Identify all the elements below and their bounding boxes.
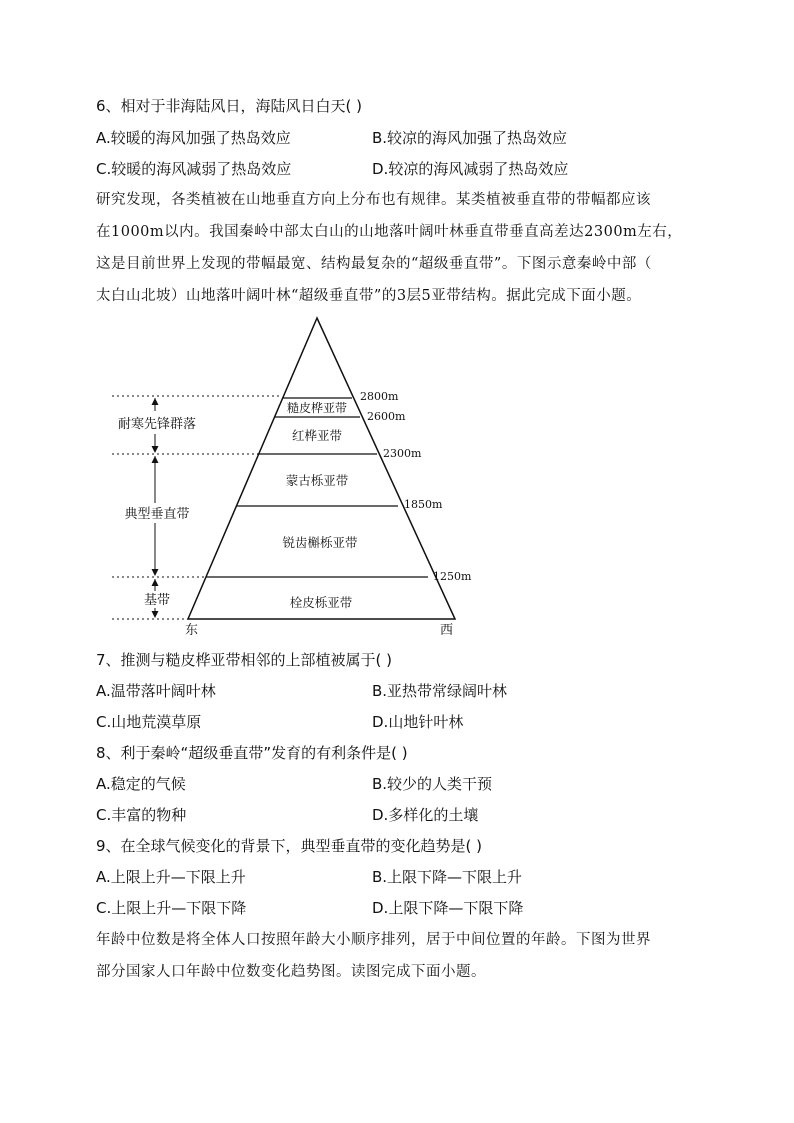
question-6-option-c: C.较暖的海风减弱了热岛效应 (96, 160, 292, 178)
passage-line: 太白山北坡）山地落叶阔叶林“超级垂直带”的3层5亚带结构。据此完成下面小题。 (96, 288, 642, 304)
question-8-option-a: A.稳定的气候 (96, 775, 186, 793)
question-7-stem: 7、推测与糙皮桦亚带相邻的上部植被属于( ) (96, 651, 393, 669)
question-7-option-c: C.山地荒漠草原 (96, 713, 202, 731)
arrow-head-up (152, 398, 159, 405)
belt-label-cork-oak: 栓皮栎亚带 (289, 595, 353, 610)
belt-label-sharp-oak: 锐齿槲栎亚带 (282, 535, 358, 550)
question-8-option-c: C.丰富的物种 (96, 806, 187, 824)
arrow-head-up (152, 579, 159, 586)
question-9-option-c: C.上限上升—下限下降 (96, 899, 247, 917)
question-8-option-d: D.多样化的土壤 (372, 806, 479, 824)
pyramid-outline (188, 318, 455, 619)
question-8-stem: 8、利于秦岭“超级垂直带”发育的有利条件是( ) (96, 744, 408, 762)
passage-median-age (96, 924, 706, 988)
question-7-option-b: B.亚热带常绿阔叶林 (372, 682, 508, 700)
question-9-stem: 9、在全球气候变化的背景下，典型垂直带的变化趋势是( ) (96, 837, 483, 855)
belt-label-red-birch: 红桦亚带 (291, 428, 343, 443)
arrow-head-down (152, 611, 159, 618)
passage-line: 部分国家人口年龄中位数变化趋势图。读图完成下面小题。 (96, 964, 486, 980)
elevation-label-1850: 1850m (404, 498, 443, 511)
layer-label-typical: 典型垂直带 (124, 507, 190, 522)
passage-line: 年龄中位数是将全体人口按照年龄大小顺序排列，居于中间位置的年龄。下图为世界 (96, 932, 651, 948)
elevation-label-2600: 2600m (367, 410, 406, 423)
question-6-option-b: B.较凉的海风加强了热岛效应 (372, 129, 568, 147)
layer-label-base: 基带 (143, 593, 171, 608)
question-6-stem: 6、相对于非海陆风日，海陆风日白天( ) (96, 97, 363, 115)
layer-label-pioneer: 耐寒先锋群落 (117, 417, 197, 432)
question-6-option-d: D.较凉的海风减弱了热岛效应 (372, 160, 569, 178)
elevation-label-1250: 1250m (433, 570, 472, 583)
arrow-head-up (152, 456, 159, 463)
question-9-option-d: D.上限下降—下限下降 (372, 899, 524, 917)
question-7-option-d: D.山地针叶林 (372, 713, 464, 731)
question-9-option-a: A.上限上升—下限上升 (96, 868, 246, 886)
passage-line: 这是目前世界上发现的带幅最宽、结构最复杂的“超级垂直带”。下图示意秦岭中部（ (96, 256, 652, 272)
direction-label-west: 西 (440, 623, 454, 638)
elevation-label-2300: 2300m (383, 447, 422, 460)
question-8-option-b: B.较少的人类干预 (372, 775, 493, 793)
vertical-belt-diagram (100, 308, 500, 640)
elevation-label-2800: 2800m (360, 390, 399, 403)
arrow-head-down (152, 446, 159, 453)
question-9-option-b: B.上限下降—下限上升 (372, 868, 523, 886)
question-7-option-a: A.温带落叶阔叶林 (96, 682, 216, 700)
direction-label-east: 东 (185, 623, 199, 638)
arrow-head-down (152, 569, 159, 576)
passage-vertical-belt (96, 184, 706, 312)
passage-line: 研究发现，各类植被在山地垂直方向上分布也有规律。某类植被垂直带的带幅都应该 (96, 192, 651, 208)
question-6-option-a: A.较暖的海风加强了热岛效应 (96, 129, 291, 147)
belt-label-rough-birch: 糙皮桦亚带 (286, 401, 348, 415)
belt-label-mongolian-oak: 蒙古栎亚带 (285, 473, 349, 488)
passage-line: 在1000m以内。我国秦岭中部太白山的山地落叶阔叶林垂直带垂直高差达2300m左右， (96, 224, 683, 240)
